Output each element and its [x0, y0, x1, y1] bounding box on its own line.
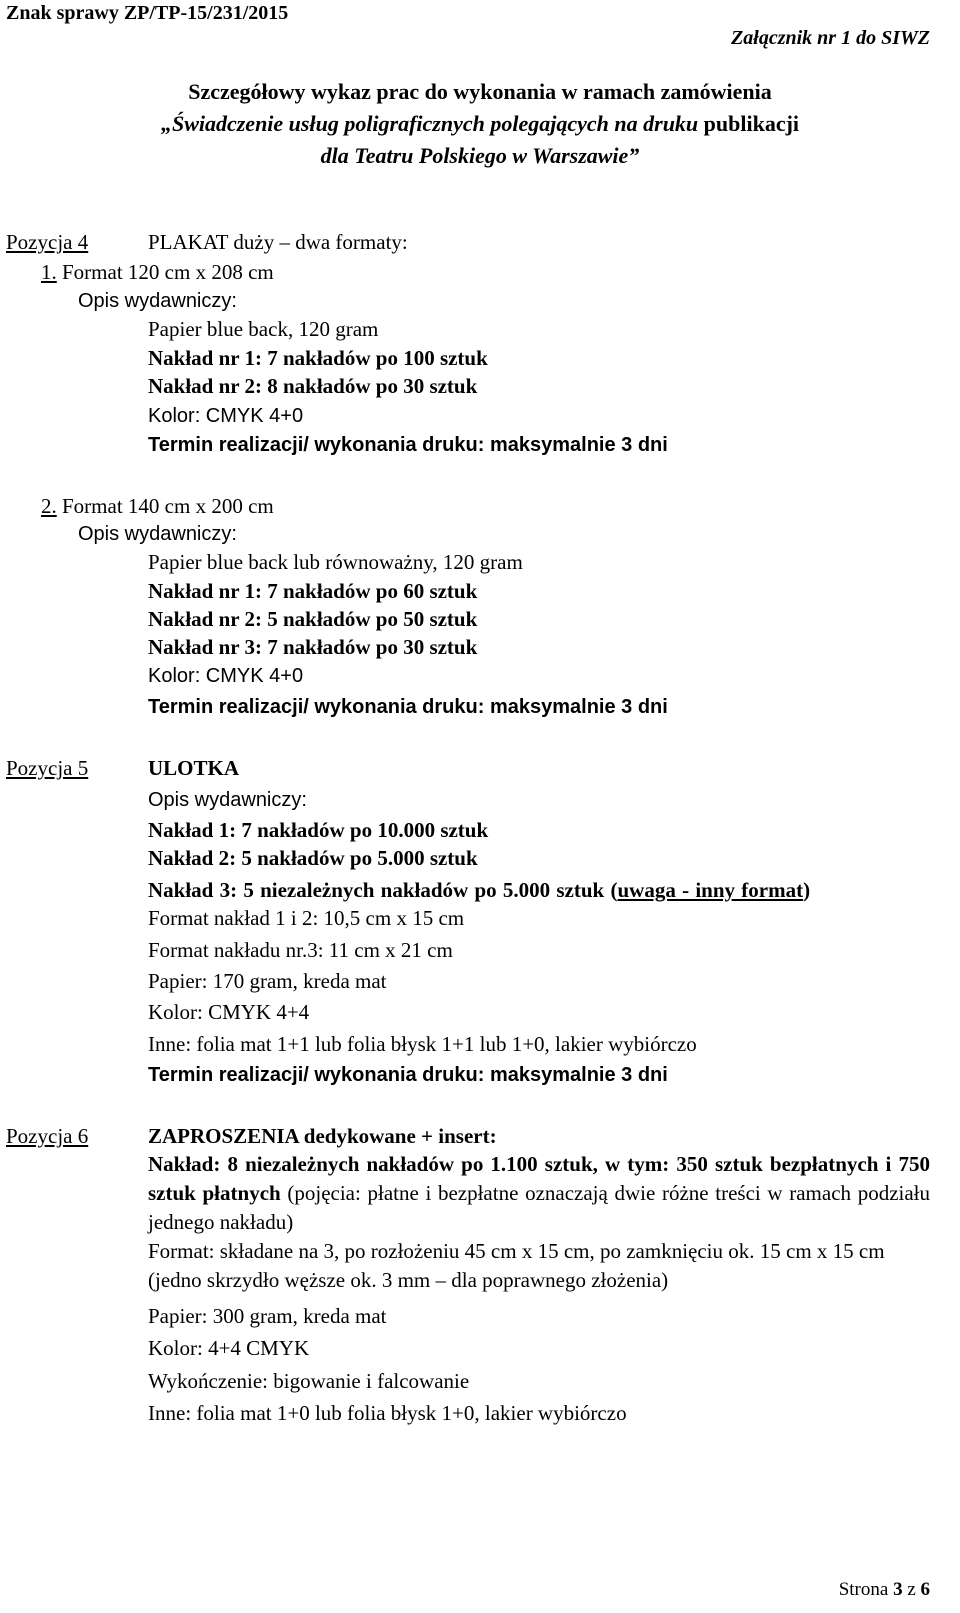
naklad-3-note-open: (	[604, 878, 618, 902]
position-5-heading: ULOTKA	[148, 756, 240, 780]
document-title-line3: dla Teatru Polskiego w Warszawie”	[320, 143, 640, 168]
position-6-naklad-rest: (pojęcia: płatne i bezpłatne oznaczają dwie różne treści w ramach podziału jednego nakładu)	[148, 1180, 931, 1234]
position-6-finish: Wykończenie: bigowanie i falcowanie	[148, 1369, 470, 1393]
format-2-heading	[41, 496, 274, 517]
page-number	[839, 1580, 930, 1599]
position-4-heading: PLAKAT duży – dwa formaty:	[148, 230, 408, 254]
position-5-paper: Papier: 170 gram, kreda mat	[148, 969, 387, 993]
position-6-heading: ZAPROSZENIA dedykowane + insert:	[148, 1124, 497, 1148]
position-5-color: Kolor: CMYK 4+4	[148, 1000, 310, 1024]
format-2-naklad-3: Nakład nr 3: 7 nakładów po 30 sztuk	[148, 635, 478, 659]
format-2-paper: Papier blue back lub równoważny, 120 gram	[148, 550, 523, 574]
case-number: Znak sprawy ZP/TP-15/231/2015	[6, 2, 289, 24]
format-1-naklad-1: Nakład nr 1: 7 nakładów po 100 sztuk	[148, 346, 488, 370]
format-1-title: Format 120 cm x 208 cm	[56, 260, 274, 284]
format-2-color: Kolor: CMYK 4+0	[148, 665, 304, 687]
position-5-format-1-2: Format nakład 1 i 2: 10,5 cm x 15 cm	[148, 906, 465, 930]
position-5-opis: Opis wydawniczy:	[148, 789, 307, 811]
format-2-opis: Opis wydawniczy:	[78, 523, 237, 545]
position-5-format-3: Format nakładu nr.3: 11 cm x 21 cm	[148, 938, 453, 962]
position-5-naklad-2: Nakład 2: 5 nakładów po 5.000 sztuk	[148, 846, 478, 870]
title-italic-part: „Świadczenie usług poligraficznych polegających na druku	[160, 111, 699, 136]
page-current: 3	[893, 1579, 903, 1600]
naklad-3-note: uwaga - inny format	[617, 878, 804, 902]
format-2-number: 2.	[41, 494, 57, 518]
document-title-line1: Szczegółowy wykaz prac do wykonania w ramach zamówienia	[188, 79, 772, 104]
format-1-opis: Opis wydawniczy:	[78, 290, 237, 312]
format-2-title: Format 140 cm x 200 cm	[56, 494, 274, 518]
title-rest-part: publikacji	[698, 111, 800, 136]
format-1-paper: Papier blue back, 120 gram	[148, 317, 379, 341]
format-2-naklad-1: Nakład nr 1: 7 nakładów po 60 sztuk	[148, 579, 478, 603]
format-2-term: Termin realizacji/ wykonania druku: maksymalnie 3 dni	[148, 696, 668, 718]
position-6-other: Inne: folia mat 1+0 lub folia błysk 1+0, lakier wybiórczo	[148, 1401, 627, 1425]
page-label: Strona	[838, 1579, 894, 1600]
position-5-label: Pozycja 5	[6, 756, 89, 780]
position-6-format: Format: składane na 3, po rozłożeniu 45 cm x 15 cm, po zamknięciu ok. 15 cm x 15 cm (jedno skrzydło węższe ok. 3 mm – dla poprawnego złożenia)	[148, 1239, 885, 1292]
position-6-color: Kolor: 4+4 CMYK	[148, 1336, 310, 1360]
position-5-naklad-3	[148, 880, 810, 901]
position-6-paper: Papier: 300 gram, kreda mat	[148, 1304, 387, 1328]
position-6-naklad-bold: Nakład: 8 niezależnych nakładów po 1.100 sztuk, w tym: 350 sztuk bezpłatnych i 750 sztuk płatnych	[148, 1152, 930, 1205]
format-1-term: Termin realizacji/ wykonania druku: maksymalnie 3 dni	[148, 434, 668, 456]
format-1-naklad-2: Nakład nr 2: 8 nakładów po 30 sztuk	[148, 374, 478, 398]
position-5-naklad-1: Nakład 1: 7 nakładów po 10.000 sztuk	[148, 818, 489, 842]
position-6-label: Pozycja 6	[6, 1124, 89, 1148]
format-1-color: Kolor: CMYK 4+0	[148, 405, 304, 427]
position-5-other: Inne: folia mat 1+1 lub folia błysk 1+1 lub 1+0, lakier wybiórczo	[148, 1032, 697, 1056]
format-2-naklad-2: Nakład nr 2: 5 nakładów po 50 sztuk	[148, 607, 478, 631]
naklad-3-text: Nakład 3: 5 niezależnych nakładów po 5.000 sztuk	[148, 878, 605, 902]
page-total: 6	[920, 1579, 930, 1600]
document-title-line2	[0, 113, 960, 135]
position-4-label: Pozycja 4	[6, 230, 89, 254]
attachment-label: Załącznik nr 1 do SIWZ	[731, 27, 930, 49]
naklad-3-note-close: )	[803, 878, 811, 902]
position-6-naklad	[148, 1150, 930, 1237]
position-5-term: Termin realizacji/ wykonania druku: maksymalnie 3 dni	[148, 1064, 668, 1086]
format-1-heading	[41, 262, 274, 283]
page-separator: z	[902, 1579, 921, 1600]
format-1-number: 1.	[41, 260, 57, 284]
